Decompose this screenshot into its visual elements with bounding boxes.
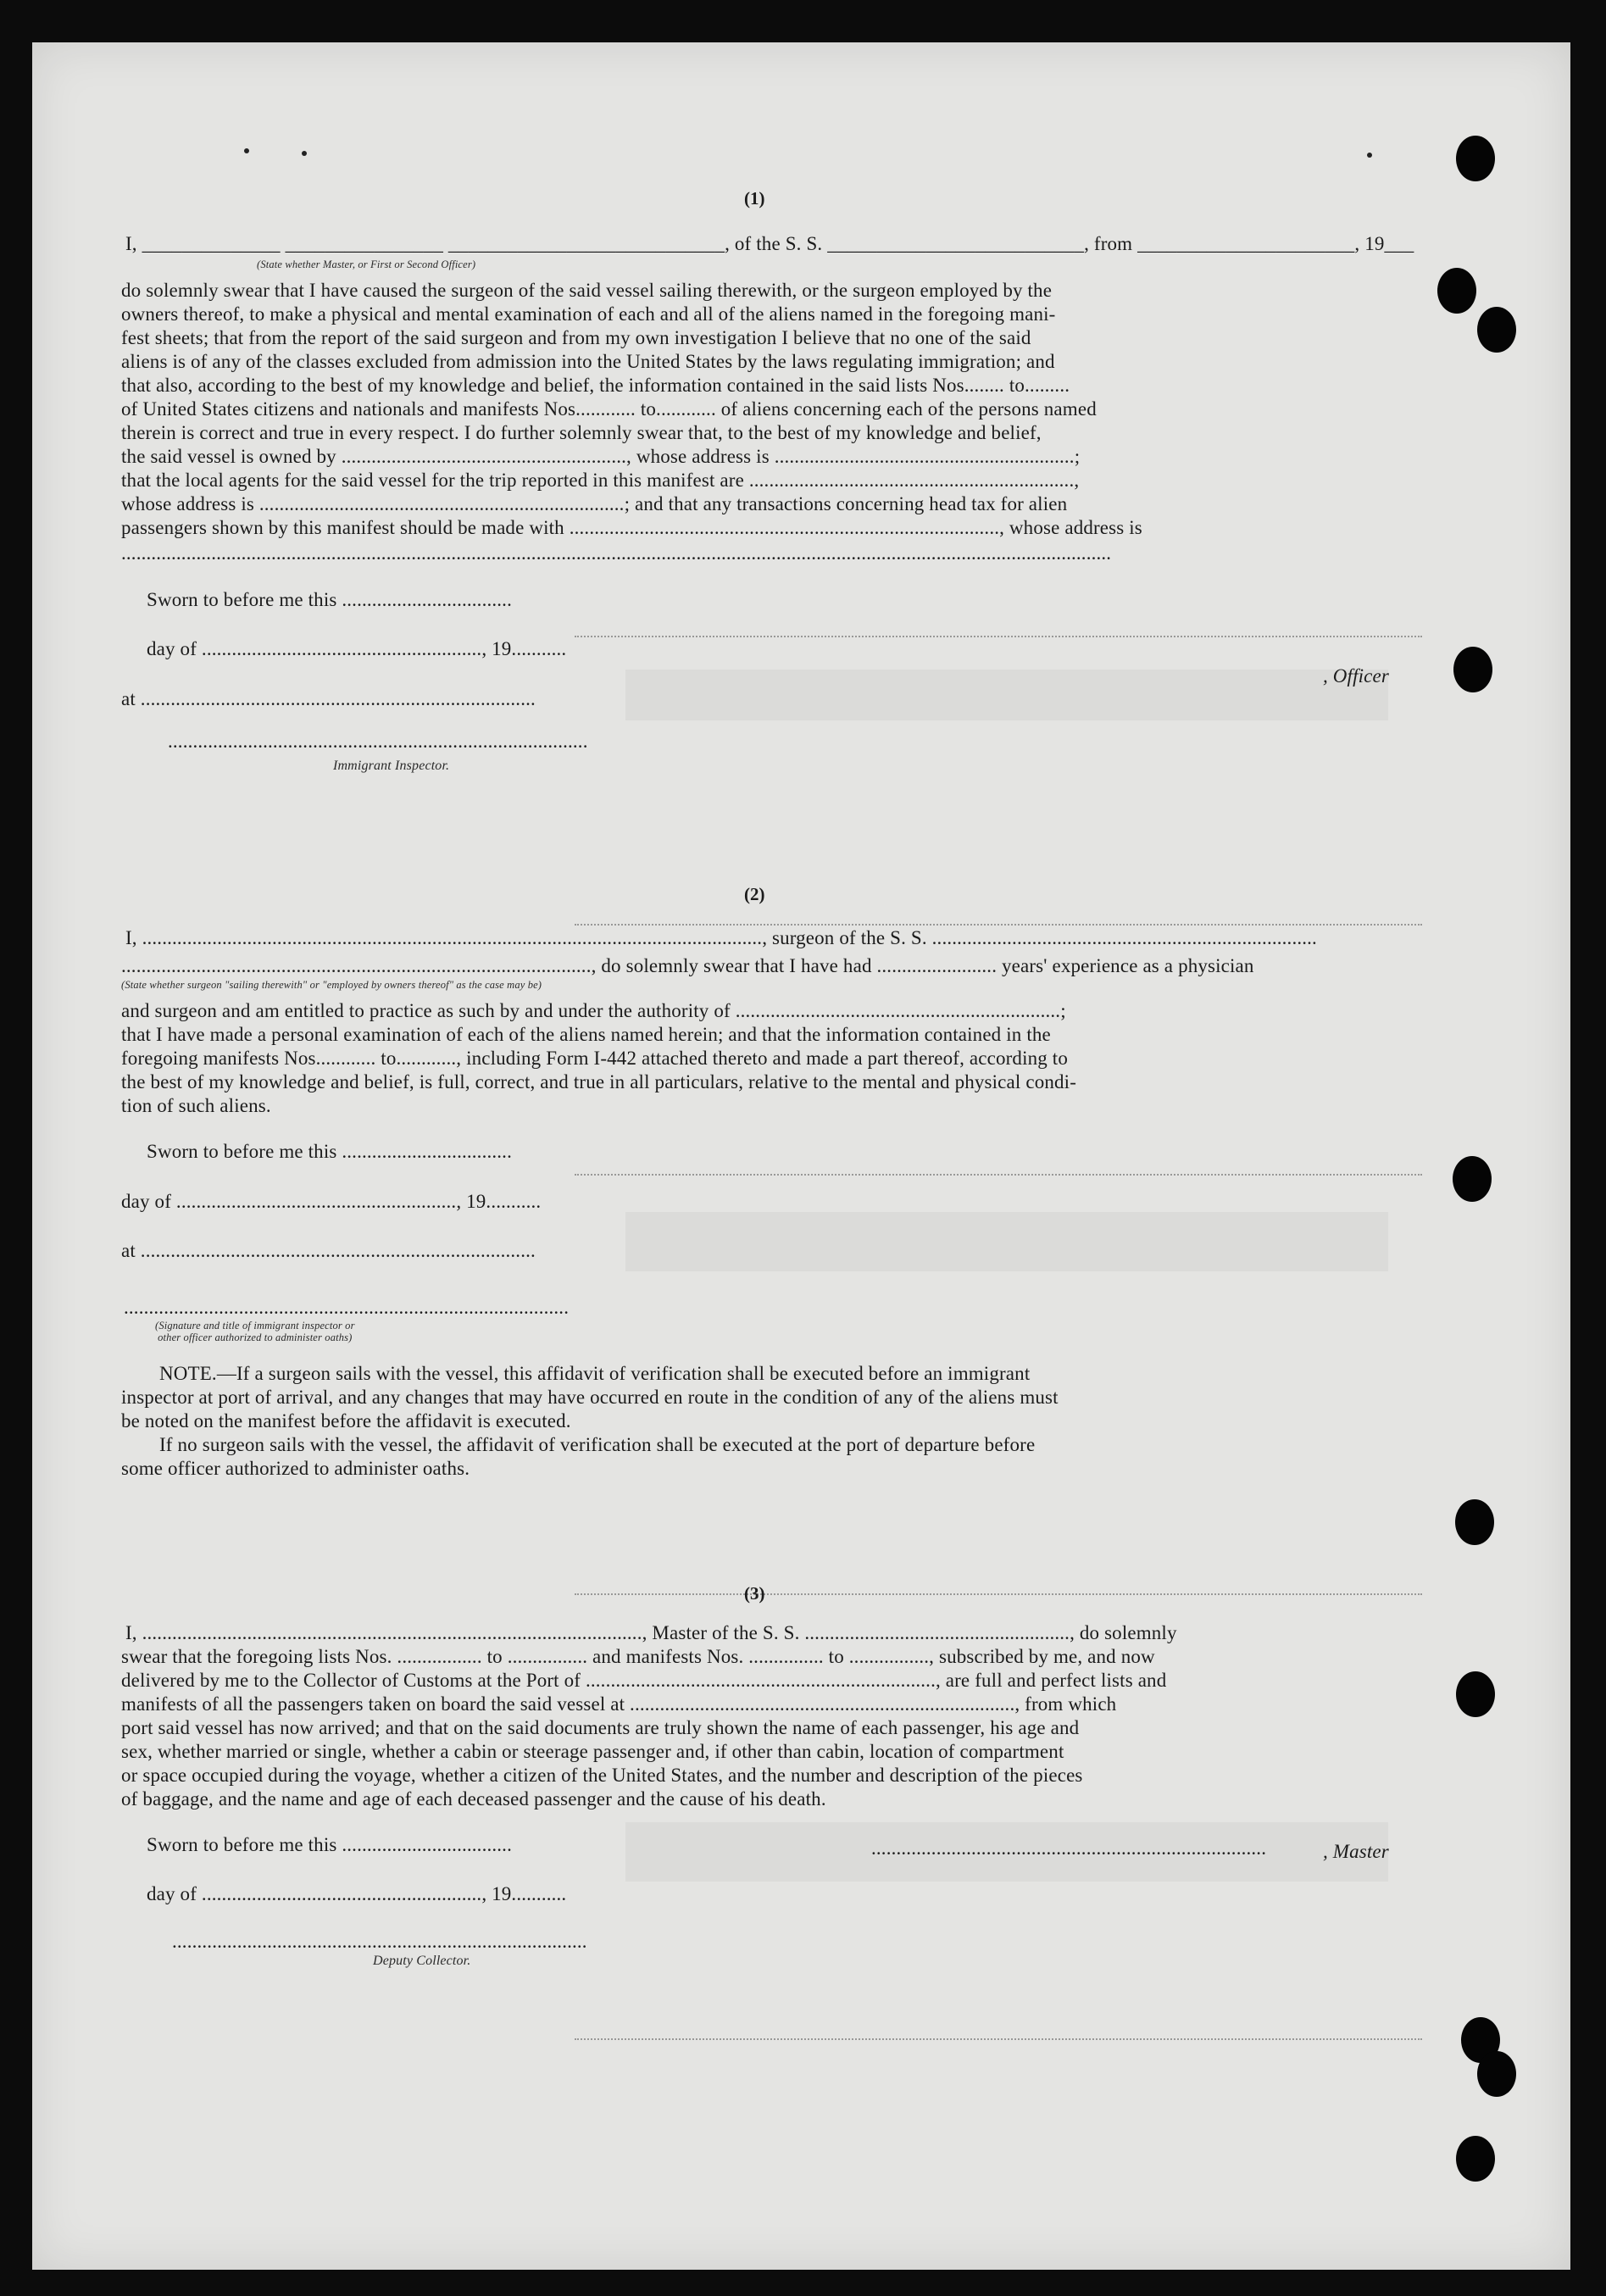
section-1-officer-label: , Officer [1323, 665, 1389, 687]
punch-hole [1456, 136, 1495, 181]
punch-hole [1456, 1671, 1495, 1717]
section-2-line1: I, ............................................................................................................................, surgeon of the S. S. ............................................................................. [125, 927, 1317, 948]
section-3-day: day of ........................................................, 19........... [147, 1883, 567, 1904]
punch-hole [1453, 647, 1492, 692]
manifest-page: (1) I, ______________ ________________ ____________________________, of the S. S. __________________________, from ______________________, 19___ (State whether Master, or First or Second Officer) do solemnly swear that I have caused the surgeon of the said vessel sailing therewith, or the surgeon employed by the owners thereof, to make a physical and mental examination of each and all of the aliens named in the foregoing mani- fest sheets; that from the report of the said surgeon and from my own investigation I believe that no one of the said aliens is of any of the classes excluded from admission into the United States by the laws regulating immigration; and that also, according to the best of my knowledge and belief, the information contained in the said lists Nos........ to......... of United States citizens and nationals and manifests Nos............ to............ of aliens concerning each of the persons named therein is correct and true in every respect. I do further solemnly swear that, to the best of my knowledge and belief, the said vessel is owned by ........................................................., whose address is ............................................................; that the local agents for the said vessel for the trip reported in this manifest are ................................................................., whose address is .........................................................................; and that any transactions concerning head tax for alien passengers shown by this manifest should be made with ......................................................................................, whose address is ...................................................................................................................................................................................................... Sworn to before me this .................................. day of ........................................................, 19........... at ............................................................................... , Officer .................................................................................... Immigrant Inspector. (2) I, ............................................................................................................................, surgeon of the S. S. ............................................................................. .............................................................................................., do solemnly swear that I have had ........................ years' experience as a physician (State whether surgeon "sailing therewith" or "employed by owners thereof" as the case may be) and surgeon and am entitled to practice as such by and under the authority of .................................................................; that I have made a personal examination of each of the aliens named herein; and that the information contained in the foregoing manifests Nos............ to............, including Form I-442 attached thereto and made a part thereof, according to the best of my knowledge and belief, is full, correct, and true in all particulars, relative to the mental and physical condi- tion of such aliens. Sworn to before me this .................................. day of ........................................................, 19........... at ............................................................................... ......................................................................................... (Signature and title of immigrant inspector or other officer authorized to administer oaths) NOTE.—If a surgeon sails with the vessel, this affidavit of verification shall be executed before an immigrant inspector at port of arrival, and any changes that may have occurred en route in the condition of any of the aliens must be noted on the manifest before the affidavit is executed. If no surgeon sails with the vessel, the affidavit of verification shall be executed at the port of departure before some officer authorized to administer oaths. (3) I, ...................................................................................................., Master of the S. S. ....................................................., do solemnly swear that the foregoing lists Nos. ................. to ................ and manifests Nos. ............... to ................, subscribed by me, and now delivered by me to the Collector of Customs at the Port of ......................................................................, are full and perfect lists and manifests of all the passengers taken on board the said vessel at ............................................................................., from which port said vessel has now arrived; and that on the said documents are truly shown the name of each passenger, his age and sex, whether married or single, whether a cabin or steerage passenger and, if other than cabin, location of compartment or space occupied during the voyage, whether a citizen of the United States, and the number and description of the pieces of baggage, and the name and age of each deceased passenger and the cause of his death. Sworn to before me this .................................. day of ........................................................, 19........... ............................................................................... , Master ................................................................................... Deputy Collector. [32, 42, 1570, 2270]
section-3-signature-line: ................................................................................... [172, 1931, 587, 1952]
punch-hole [1437, 268, 1476, 314]
punch-hole [1477, 307, 1516, 353]
section-2-number: (2) [744, 884, 765, 904]
section-2-signature-line: ......................................................................................... [124, 1297, 570, 1318]
section-1-inspector-label: Immigrant Inspector. [333, 759, 450, 773]
section-2-at: at ............................................................................... [121, 1240, 536, 1261]
section-3-number: (3) [744, 1583, 765, 1604]
punch-hole [1453, 1156, 1492, 1202]
section-3-master-label: , Master [1323, 1841, 1389, 1862]
section-1-line1: I, ______________ ________________ ____________________________, of the S. S. __________________________, from ______________________, 19___ [125, 233, 1414, 254]
section-3-sworn: Sworn to before me this .................................. [147, 1834, 512, 1855]
section-1-day: day of ........................................................, 19........... [147, 638, 567, 659]
section-1-line1-note: (State whether Master, or First or Second Officer) [257, 259, 476, 270]
section-2-day: day of ........................................................, 19........... [121, 1191, 542, 1212]
section-2-sworn: Sworn to before me this .................................. [147, 1141, 512, 1162]
punch-hole [1455, 1499, 1494, 1545]
section-3-master-line: ............................................................................... [871, 1837, 1267, 1859]
section-2-sig-note: (Signature and title of immigrant inspector or other officer authorized to administer oaths) [155, 1320, 355, 1343]
section-3-collector-label: Deputy Collector. [373, 1954, 471, 1968]
section-1-signature-line: .................................................................................... [168, 731, 588, 752]
punch-hole [1477, 2051, 1516, 2097]
section-2-line2: .............................................................................................., do solemnly swear that I have had ........................ years' experience as a physician [121, 955, 1254, 976]
section-1-at: at ............................................................................... [121, 688, 536, 709]
section-2-line2-note: (State whether surgeon "sailing therewith" or "employed by owners thereof" as the case may be) [121, 979, 542, 991]
section-1-sworn: Sworn to before me this .................................. [147, 589, 512, 610]
punch-hole [1456, 2136, 1495, 2182]
section-1-number: (1) [744, 188, 765, 208]
